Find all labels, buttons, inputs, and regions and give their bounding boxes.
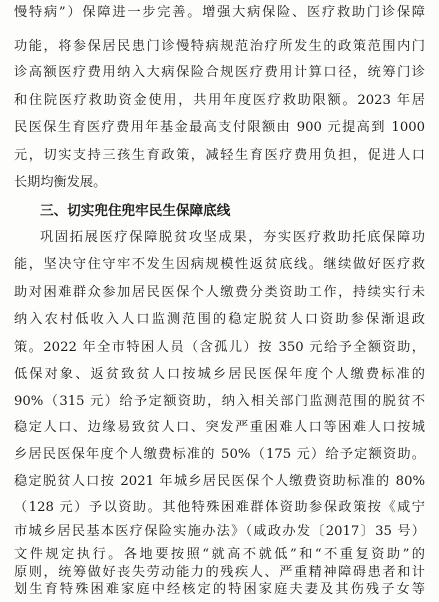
paragraph-2-line-3: 助对困难群众参加居民医保个人缴费分类资助工作，持续实行未 bbox=[14, 285, 425, 300]
paragraph-1-line-2: 功能，将参保居民患门诊慢特病规范治疗所发生的政策范围内门 bbox=[14, 39, 425, 54]
paragraph-2-line-8: 稳定人口、边缘易致贫人口、突发严重困难人口等困难人口按城 bbox=[14, 420, 425, 435]
paragraph-2-line-7: 90%（315 元）给予定额资助，纳入相关部门监测范围的脱贫不 bbox=[14, 394, 425, 409]
paragraph-2-line-13: 文件规定执行。各地要按照“就高不就低”和“不重复资助”的 bbox=[14, 547, 425, 562]
paragraph-2-line-2: 能，坚决守住守牢不发生因病规模性返贫底线。继续做好医疗救 bbox=[14, 257, 425, 272]
paragraph-1-line-5: 民医保生育医疗费用年基金最高支付限额由 900 元提高到 1000 bbox=[14, 120, 425, 135]
paragraph-2-line-5: 策。2022 年全市特困人员（含孤儿）按 350 元给予全额资助， bbox=[14, 340, 425, 355]
paragraph-2-line-1: 巩固拓展医疗保障脱贫攻坚成果，夯实医疗救助托底保障功 bbox=[40, 230, 425, 245]
paragraph-1-line-3: 诊高额医疗费用纳入大病保险合规医疗费用计算口径，统筹门诊 bbox=[14, 65, 425, 80]
paragraph-2-line-4: 纳入农村低收入人口监测范围的稳定脱贫人口资助参保渐退政 bbox=[14, 312, 425, 327]
paragraph-2-line-11: （128 元）予以资助。其他特殊困难群体资助参保政策按《咸宁 bbox=[14, 500, 425, 515]
paragraph-2-line-12: 市城乡居民基本医疗保险实施办法》（咸政办发〔2017〕35 号） bbox=[14, 524, 425, 539]
section-heading: 三、切实兜住兜牢民生保障底线 bbox=[40, 203, 231, 219]
paragraph-1-line-4: 和住院医疗救助资金使用，共用年度医疗救助限额。2023 年居 bbox=[14, 93, 425, 108]
paragraph-1-line-1: 慢特病”）保障进一步完善。增强大病保险、医疗救助门诊保障 bbox=[14, 5, 425, 20]
paragraph-2-line-6: 低保对象、返贫致贫人口按城乡居民医保年度个人缴费标准的 bbox=[14, 367, 425, 382]
paragraph-2-line-10: 稳定脱贫人口按 2021 年城乡居民医保个人缴费资助标准的 80% bbox=[14, 474, 425, 489]
paragraph-2-line-15: 划生育特殊困难家庭中经核定的特困家庭夫妻及其伤残子女等 bbox=[14, 582, 425, 597]
paragraph-1-line-6: 元，切实支持三孩生育政策，减轻生育医疗费用负担，促进人口 bbox=[14, 148, 425, 163]
paragraph-2-line-14: 原则，统筹做好丧失劳动能力的残疾人、严重精神障碍患者和计 bbox=[14, 565, 425, 580]
paragraph-1-line-7: 长期均衡发展。 bbox=[14, 175, 107, 190]
paragraph-2-line-9: 乡居民医保年度个人缴费标准的 50%（175 元）给予定额资助。 bbox=[14, 447, 425, 462]
